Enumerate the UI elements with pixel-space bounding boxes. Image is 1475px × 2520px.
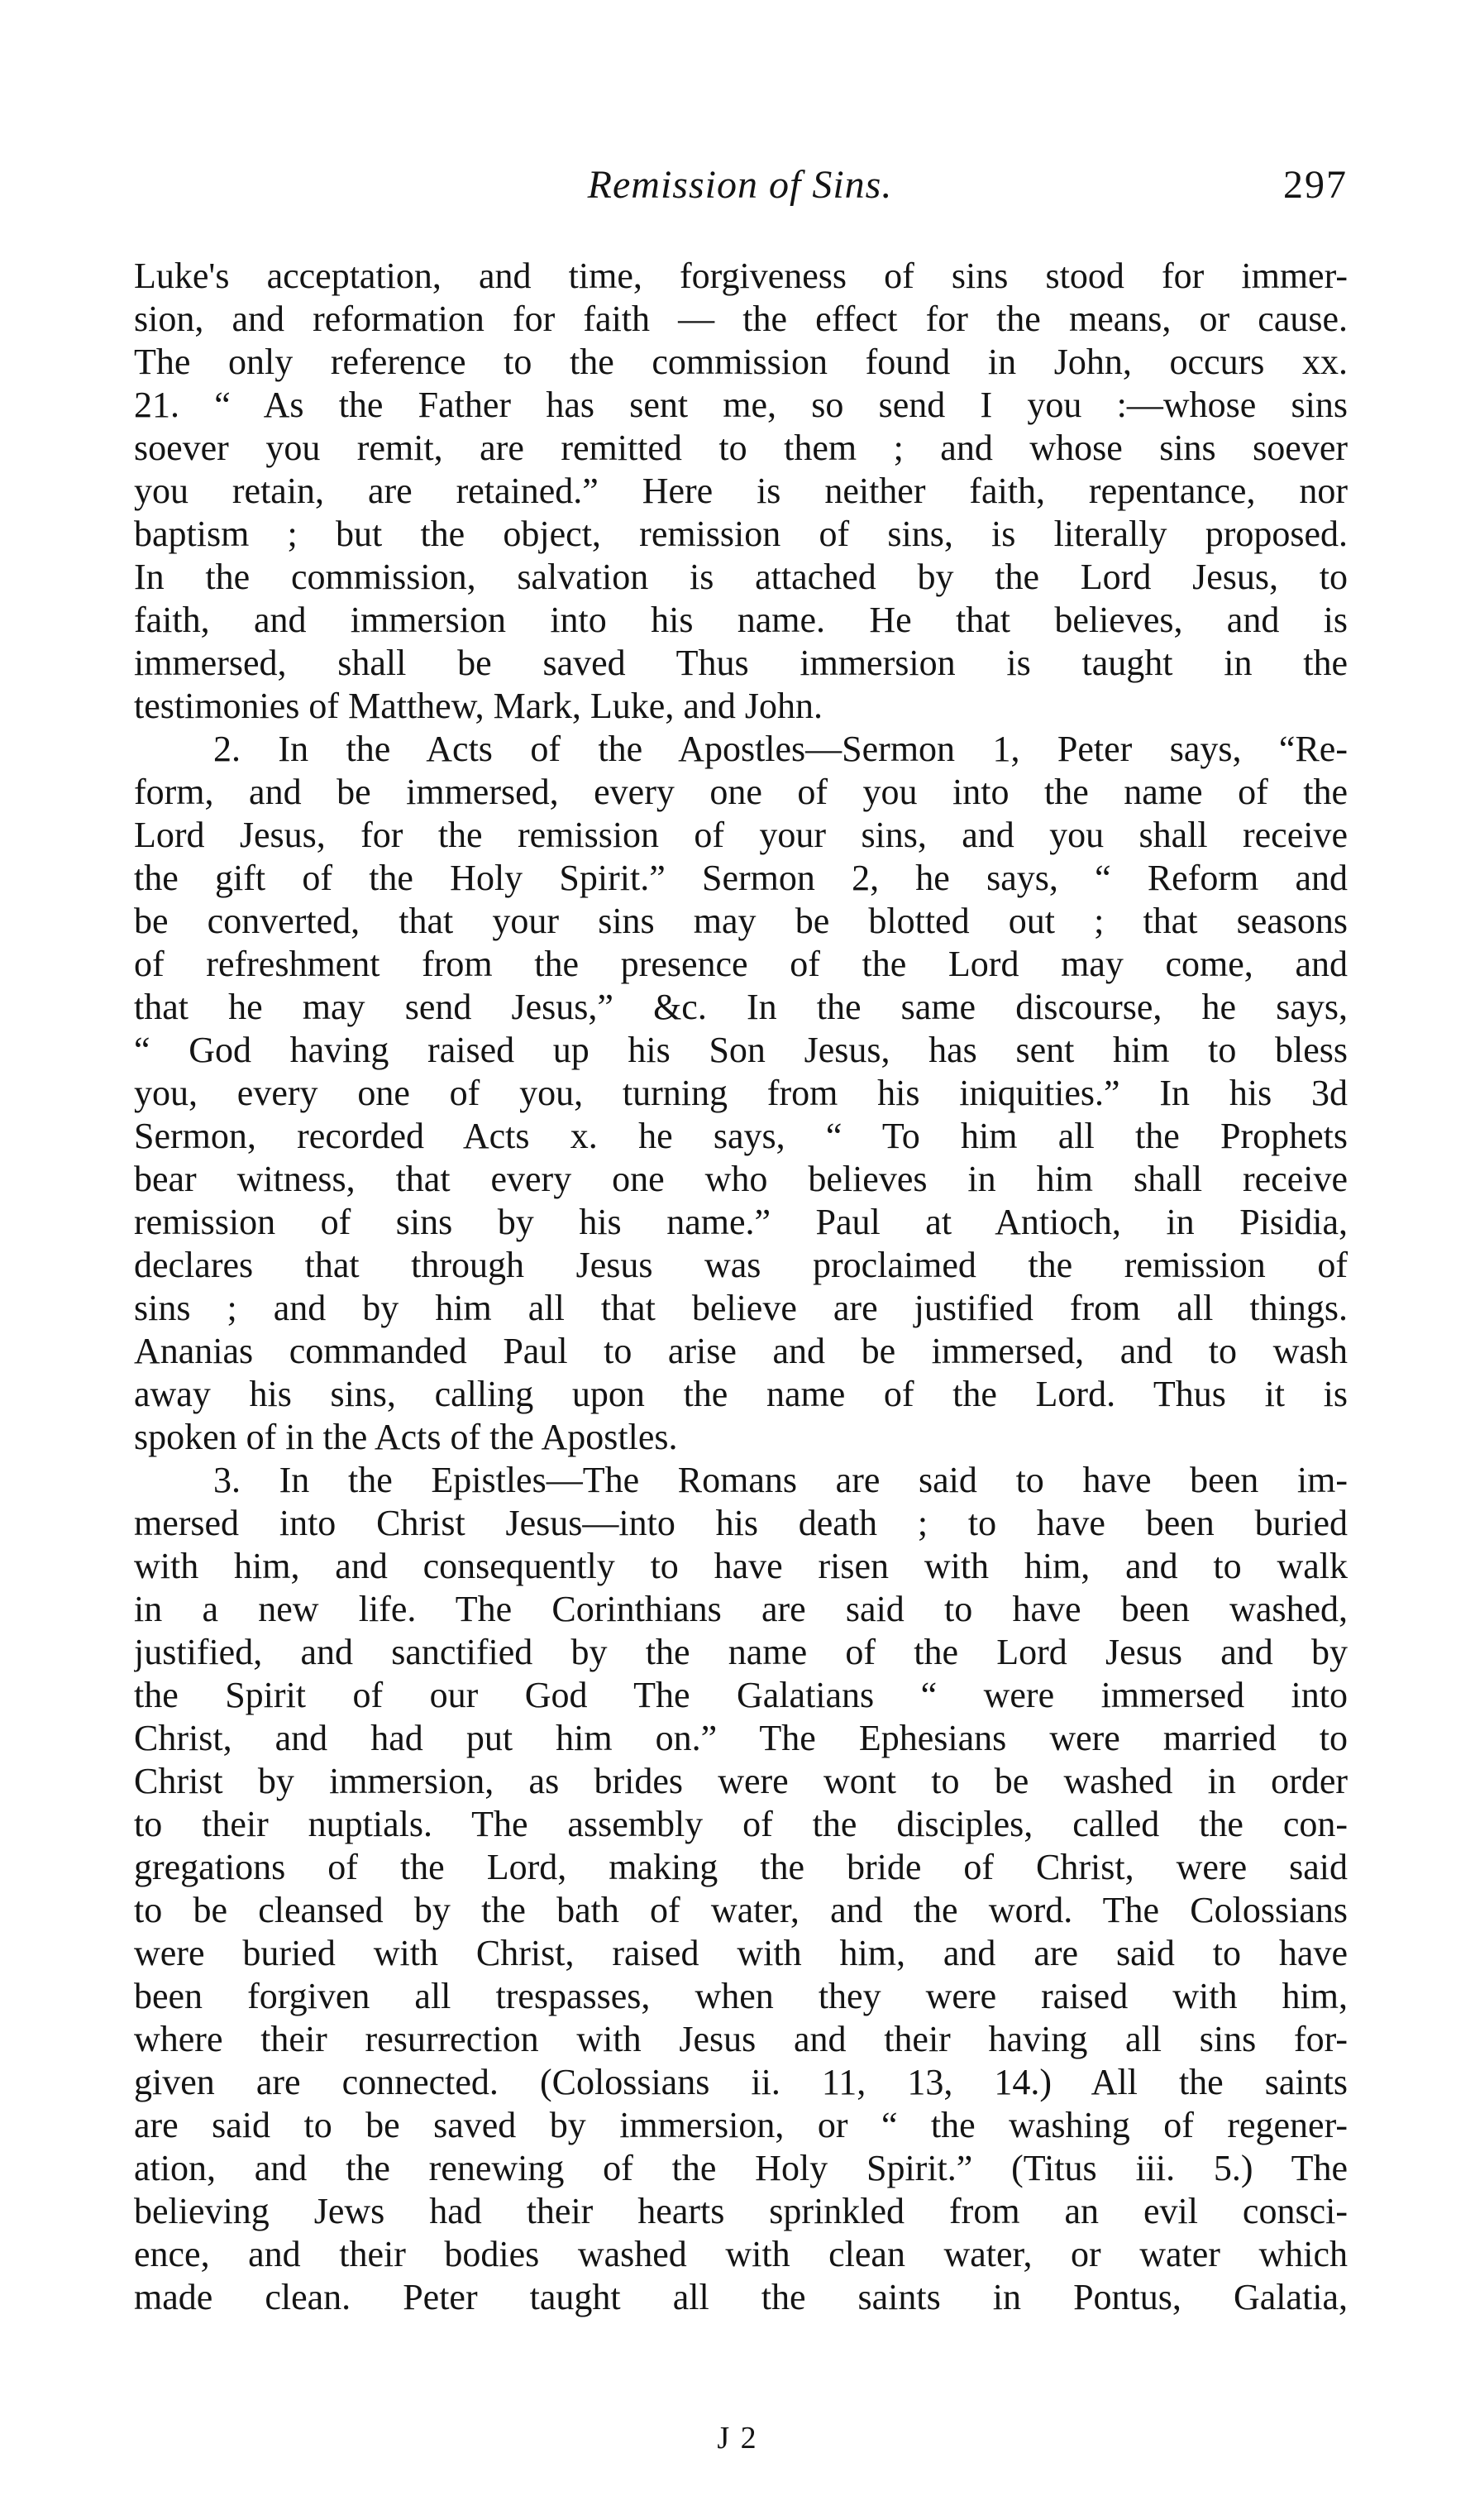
text-line: 21. “ As the Father has sent me, so send I you :—whose sins <box>134 385 1348 425</box>
text-line: the gift of the Holy Spirit.” Sermon 2, he says, “ Reform and <box>134 858 1348 898</box>
text-line: justified, and sanctified by the name of the Lord Jesus and by <box>134 1632 1348 1672</box>
text-line: given are connected. (Colossians ii. 11, 13, 14.) All the saints <box>134 2062 1348 2102</box>
text-line: testimonies of Matthew, Mark, Luke, and John. <box>134 686 823 726</box>
text-line: faith, and immersion into his name. He that believes, and is <box>134 600 1348 640</box>
text-line: remission of sins by his name.” Paul at Antioch, in Pisidia, <box>134 1202 1348 1242</box>
text-line: “ God having raised up his Son Jesus, has sent him to bless <box>134 1030 1348 1070</box>
text-line: declares that through Jesus was proclaimed the remission of <box>134 1245 1348 1285</box>
page-number: 297 <box>1283 163 1348 207</box>
text-line: to their nuptials. The assembly of the disciples, called the con- <box>134 1804 1348 1844</box>
text-line: Christ, and had put him on.” The Ephesians were married to <box>134 1718 1348 1758</box>
text-line: to be cleansed by the bath of water, and the word. The Colossians <box>134 1890 1348 1930</box>
text-line: that he may send Jesus,” &c. In the same discourse, he says, <box>134 987 1348 1027</box>
body-text <box>134 255 1348 2319</box>
printer-signature-mark: J 2 <box>717 2421 758 2455</box>
text-line: mersed into Christ Jesus—into his death ; to have been buried <box>134 1503 1348 1543</box>
text-line: The only reference to the commission found in John, occurs xx. <box>134 342 1348 382</box>
running-title: Remission of Sins. <box>587 163 893 207</box>
text-line: immersed, shall be saved Thus immersion is taught in the <box>134 643 1348 683</box>
text-line: with him, and consequently to have risen with him, and to walk <box>134 1546 1348 1586</box>
text-line: baptism ; but the object, remission of sins, is literally proposed. <box>134 514 1348 554</box>
text-line: soever you remit, are remitted to them ; and whose sins soever <box>134 428 1348 468</box>
text-line: Christ by immersion, as brides were wont to be washed in order <box>134 1761 1348 1801</box>
text-line: away his sins, calling upon the name of the Lord. Thus it is <box>134 1374 1348 1414</box>
text-line: the Spirit of our God The Galatians “ were immersed into <box>134 1675 1348 1715</box>
text-line: you retain, are retained.” Here is neither faith, repentance, nor <box>134 471 1348 511</box>
text-line: where their resurrection with Jesus and their having all sins for- <box>134 2019 1348 2059</box>
text-line: you, every one of you, turning from his iniquities.” In his 3d <box>134 1073 1348 1113</box>
text-line: gregations of the Lord, making the bride of Christ, were said <box>134 1847 1348 1887</box>
text-line: spoken of in the Acts of the Apostles. <box>134 1417 678 1457</box>
text-line: Lord Jesus, for the remission of your sins, and you shall receive <box>134 815 1348 855</box>
text-line: made clean. Peter taught all the saints in Pontus, Galatia, <box>134 2277 1348 2317</box>
text-line: Luke's acceptation, and time, forgiveness of sins stood for immer- <box>134 256 1348 296</box>
text-line: in a new life. The Corinthians are said to have been washed, <box>134 1589 1348 1629</box>
text-line: Ananias commanded Paul to arise and be immersed, and to wash <box>134 1331 1348 1371</box>
text-line: been forgiven all trespasses, when they were raised with him, <box>134 1976 1348 2016</box>
page-header <box>132 162 1348 220</box>
text-line: ence, and their bodies washed with clean water, or water which <box>134 2234 1348 2274</box>
text-line: 2. In the Acts of the Apostles—Sermon 1, Peter says, “Re- <box>213 729 1348 769</box>
text-line: of refreshment from the presence of the Lord may come, and <box>134 944 1348 984</box>
text-line: be converted, that your sins may be blotted out ; that seasons <box>134 901 1348 941</box>
text-line: form, and be immersed, every one of you into the name of the <box>134 772 1348 812</box>
text-line: are said to be saved by immersion, or “ the washing of regener- <box>134 2105 1348 2145</box>
text-line: sins ; and by him all that believe are justified from all things. <box>134 1288 1348 1328</box>
text-line: ation, and the renewing of the Holy Spirit.” (Titus iii. 5.) The <box>134 2148 1348 2188</box>
text-line: were buried with Christ, raised with him, and are said to have <box>134 1933 1348 1973</box>
text-line: 3. In the Epistles—The Romans are said to have been im- <box>213 1460 1348 1500</box>
text-line: In the commission, salvation is attached by the Lord Jesus, to <box>134 557 1348 597</box>
text-line: bear witness, that every one who believes in him shall receive <box>134 1159 1348 1199</box>
text-line: believing Jews had their hearts sprinkled from an evil consci- <box>134 2191 1348 2231</box>
text-line: sion, and reformation for faith — the effect for the means, or cause. <box>134 299 1348 339</box>
text-line: Sermon, recorded Acts x. he says, “ To him all the Prophets <box>134 1116 1348 1156</box>
